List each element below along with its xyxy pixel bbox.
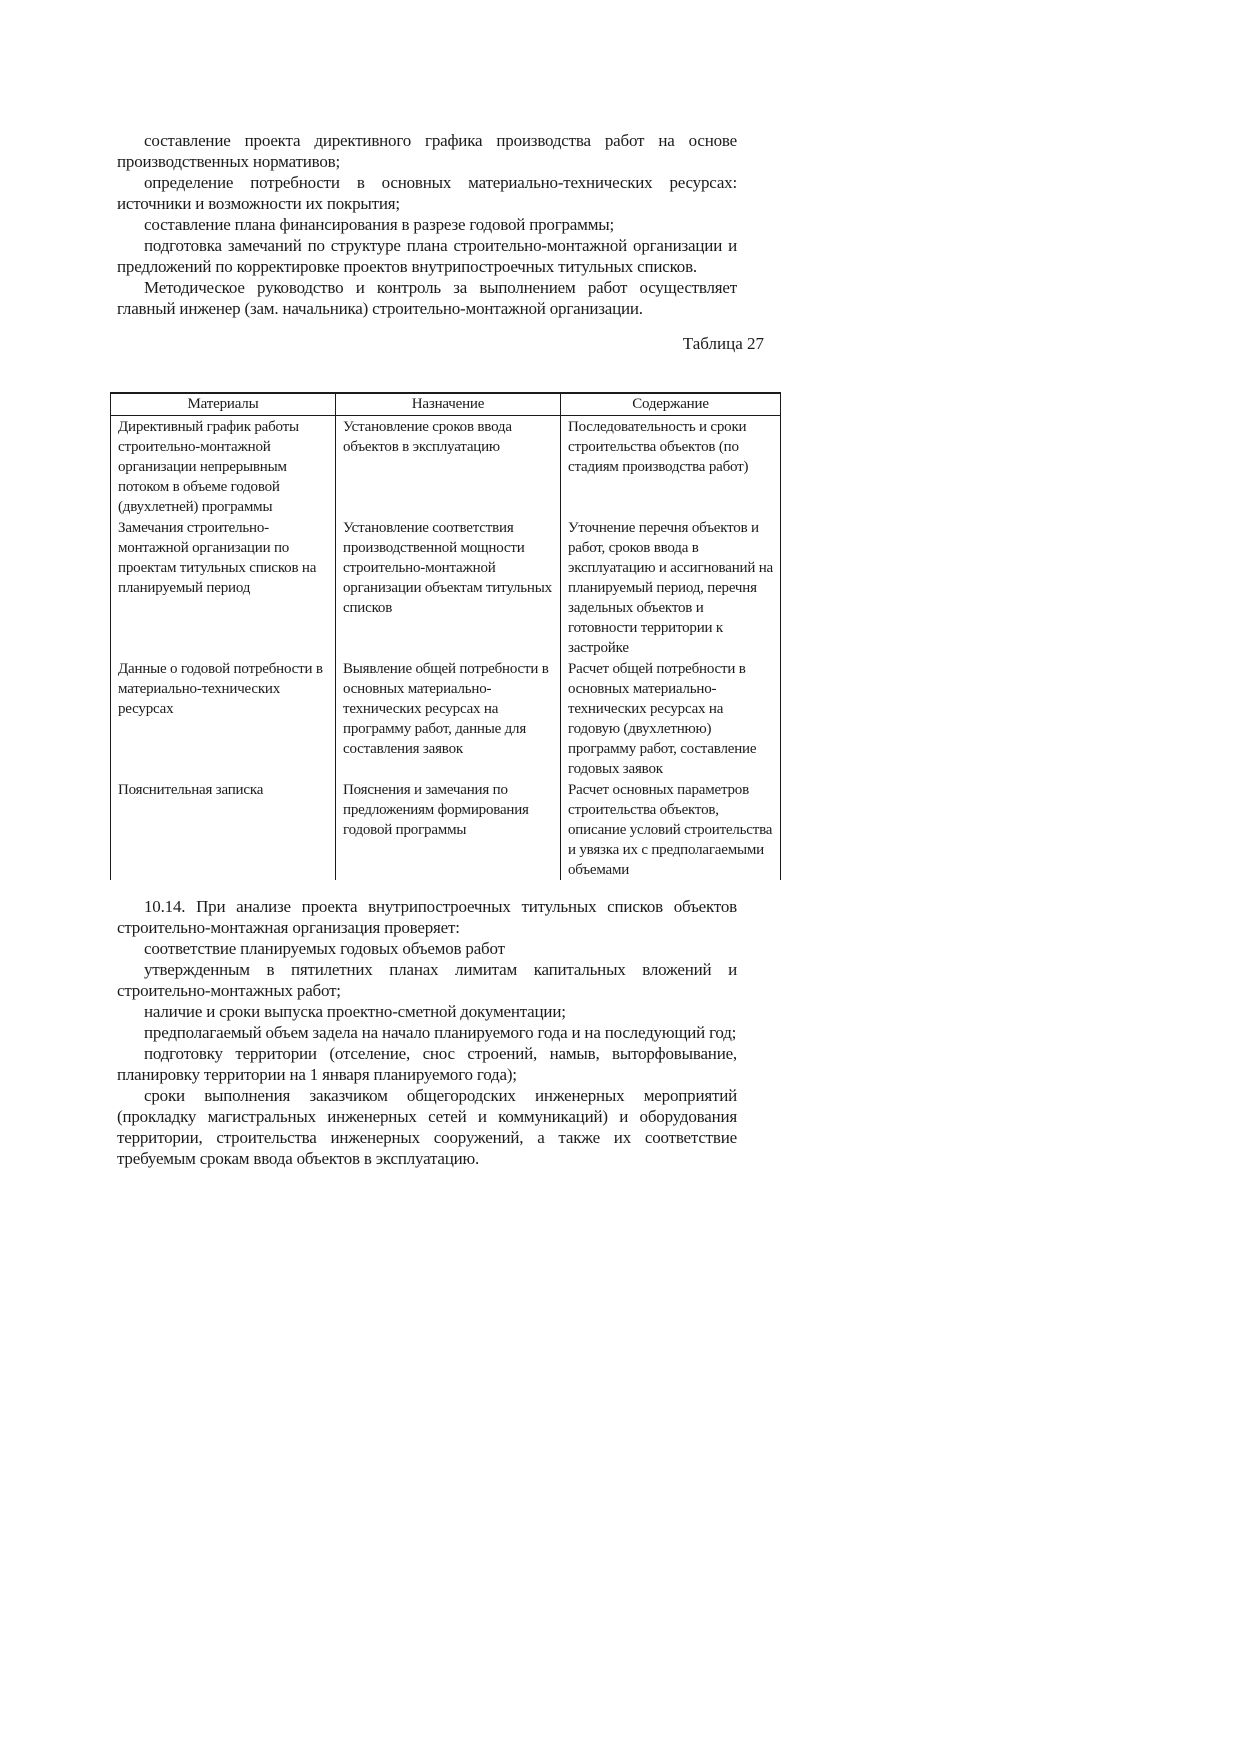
table-cell: Установление сроков ввода объектов в эксплуатацию xyxy=(336,416,561,518)
table-row xyxy=(111,779,781,880)
table-cell: Данные о годовой потребности в материально-технических ресурсах xyxy=(118,661,323,717)
table-caption: Таблица 27 xyxy=(682,334,764,353)
table-cell: Последовательность и сроки строительства объектов (по стадиям производства работ) xyxy=(561,416,781,518)
section-10-14 xyxy=(117,896,737,1169)
paragraph-item-4: предполагаемый объем задела на начало планируемого года и на последующий год; xyxy=(144,1023,737,1042)
table-cell: Установление соответствия производственной мощности строительно-монтажной организации объектам титульных списков xyxy=(336,517,561,658)
paragraph-item-6: сроки выполнения заказчиком общегородских инженерных мероприятий (прокладку магистральных инженерных сетей и коммуникаций) и оборудования территории, строительства инженерных сооружений, а также их соответствие требуемым срокам ввода объектов в эксплуатацию. xyxy=(117,1086,737,1168)
table-cell: Расчет общей потребности в основных материально-технических ресурсах на годовую (двухлетнюю) программу работ, составление годовых заявок xyxy=(561,658,781,779)
table-row xyxy=(111,658,781,779)
table-row xyxy=(111,416,781,518)
table-cell: Пояснения и замечания по предложениям формирования годовой программы xyxy=(336,779,561,880)
table-cell: Замечания строительно-монтажной организации по проектам титульных списков на планируемый период xyxy=(118,520,317,596)
paragraph-item-1: соответствие планируемых годовых объемов работ xyxy=(144,939,505,958)
paragraph-top-2: определение потребности в основных материально-технических ресурсах: источники и возможности их покрытия; xyxy=(117,173,737,213)
table-header-materials: Материалы xyxy=(111,393,336,416)
paragraph-item-5: подготовку территории (отселение, снос строений, намыв, выторфовывание, планировку территории на 1 января планируемого года); xyxy=(117,1044,737,1084)
table-cell: Расчет основных параметров строительства объектов, описание условий строительства и увязка их с предполагаемыми объемами xyxy=(561,779,781,880)
table-row xyxy=(111,517,781,658)
paragraph-item-2: утвержденным в пятилетних планах лимитам капитальных вложений и строительно-монтажных работ; xyxy=(117,960,737,1000)
table-cell: Пояснительная записка xyxy=(118,782,264,798)
table-cell: Уточнение перечня объектов и работ, сроков ввода в эксплуатацию и ассигнований на планируемый период, перечня задельных объектов и готовности территории к застройке xyxy=(561,517,781,658)
table-cell: Директивный график работы строительно-монтажной организации непрерывным потоком в объеме годовой (двухлетней) программы xyxy=(118,419,299,515)
paragraph-top-1: составление проекта директивного графика производства работ на основе производственных нормативов; xyxy=(117,131,737,171)
table-27 xyxy=(110,392,781,880)
table-header-contents: Содержание xyxy=(561,393,781,416)
paragraph-top-4: подготовка замечаний по структуре плана строительно-монтажной организации и предложений по корректировке проектов внутрипостроечных титульных списков. xyxy=(117,236,737,276)
table-header-row xyxy=(111,393,781,416)
text-column xyxy=(117,130,774,1169)
table-header-purpose: Назначение xyxy=(336,393,561,416)
paragraph-item-3: наличие и сроки выпуска проектно-сметной документации; xyxy=(144,1002,566,1021)
table-cell: Выявление общей потребности в основных материально-технических ресурсах на программу работ, данные для составления заявок xyxy=(336,658,561,779)
paragraph-top-3: составление плана финансирования в разрезе годовой программы; xyxy=(144,215,614,234)
paragraph-10-14: 10.14. При анализе проекта внутрипостроечных титульных списков объектов строительно-монтажная организация проверяет: xyxy=(117,897,737,937)
paragraph-top-5: Методическое руководство и контроль за выполнением работ осуществляет главный инженер (зам. начальника) строительно-монтажной организации. xyxy=(117,278,737,318)
